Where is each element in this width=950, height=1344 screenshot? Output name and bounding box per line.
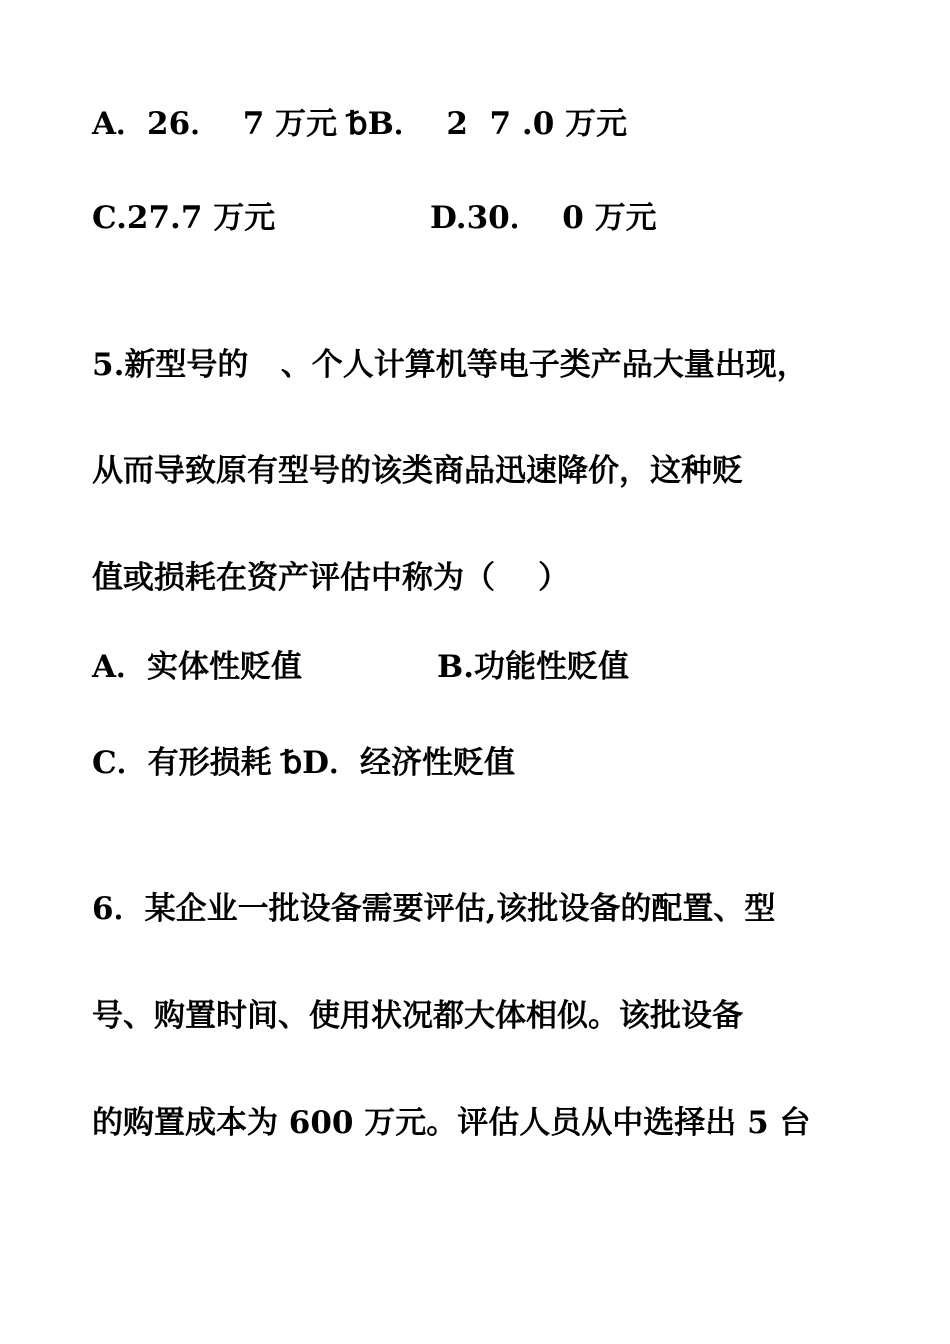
q5-option-a: A．实体性贬值 bbox=[92, 649, 303, 685]
q4-options-row1: A．26． 7 万元 ␢B． 2 7 .0 万元 bbox=[92, 106, 628, 142]
q5-option-b: B.功能性贬值 bbox=[437, 649, 629, 685]
q5-stem-line3: 值或损耗在资产评估中称为（ ） bbox=[92, 560, 570, 596]
q5-stem-line1: 5.新型号的 、个人计算机等电子类产品大量出现， bbox=[92, 347, 808, 383]
q5-stem-line2: 从而导致原有型号的该类商品迅速降价，这种贬 bbox=[92, 453, 743, 489]
q4-option-d: D.30． 0 万元 bbox=[430, 200, 657, 236]
q6-stem-line2: 号、购置时间、使用状况都大体相似。该批设备 bbox=[92, 998, 743, 1034]
q6-stem-line1: 6．某企业一批设备需要评估,该批设备的配置、型 bbox=[92, 891, 776, 927]
q4-option-c: C.27.7 万元 bbox=[92, 200, 276, 236]
q6-stem-line3: 的购置成本为 600 万元。评估人员从中选择出 5 台 bbox=[92, 1105, 811, 1141]
q5-options-row2: C．有形损耗 ␢D．经济性贬值 bbox=[92, 745, 516, 781]
